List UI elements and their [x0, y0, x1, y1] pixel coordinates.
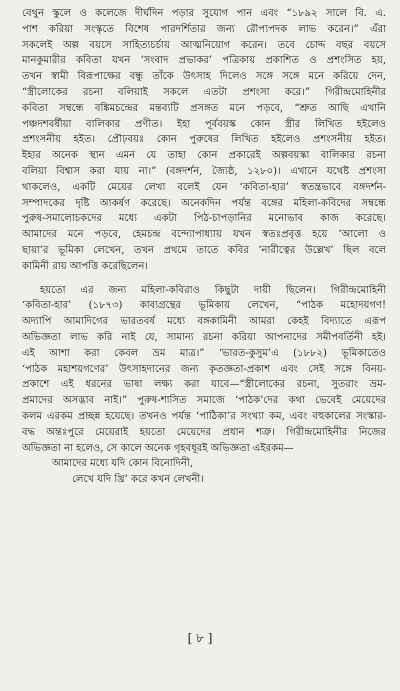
text-line: পাশ করিয়া সংস্কৃতে বিশেষ পারদর্শিতার জন্য রৌপ্যপদক লাভ করেন।” এঁরা: [22, 23, 386, 35]
text-line: ছায়া’র ভূমিকা লেখেন, তখন প্রথমে তাতে কবির ‘নারীত্বের উল্লেখ’ ছিল বলে: [22, 244, 386, 256]
verse-quote: [22, 456, 386, 488]
text-line: থাকলেও, একটি মেয়ের লেখা বলেই যেন ‘কবিতা-হার’ স্বতন্ত্রভাবে বঙ্গদর্শন-: [22, 181, 386, 193]
text-line: ইহার অনেক স্থান এমন যে তাহা কোন প্রকারেই অল্পবয়স্কা বালিকার রচনা: [22, 150, 386, 162]
text-line: পঞ্চদশবর্ষীয়া বালিকার প্রণীত। ইহা পূর্ববয়স্ক কোন স্ত্রীর লিখিত হইলেও: [22, 118, 386, 130]
text-line: কামিনী রায় আপত্তি করেছিলেন।: [22, 260, 148, 272]
text-line: বেথুন স্কুলে ও কলেজে দীর্ঘদিন পড়ার সুযোগ পান এবং “১৮৯২ সালে বি. এ.: [22, 8, 386, 19]
text-line: কলম এরকম প্রচ্ছন্ন হয়েছে। তখনও পর্যন্ত ‘পাঠিকা’র সংখ্যা কম, এবং বহুকালের সংস্কার-: [22, 410, 386, 422]
paragraph-2: [22, 283, 386, 457]
text-line: তখন স্বামী বিরূপাক্ষের বন্ধু তাঁকে উৎসাহ দিলেও সঙ্গে সঙ্গে মনে করিয়ে দেন,: [22, 71, 386, 83]
text-line: এই আশা করা কেবল ভ্রম মাত্র।” ‘ভারত-কুসুম’এ (১৮৮২) ভূমিকাতেও: [22, 347, 386, 359]
text-line: বলিয়া বিশ্বাস করা যায় না।” (বঙ্গদর্শন, জ্যৈষ্ঠ, ১২৮০)। এখানে যথেষ্ট প্রশংসা: [22, 165, 386, 177]
text-line: প্রমাদের অসদ্ভাব নাই।” পুরুষ-শাসিত সমাজে ‘পাঠক’দের কথা ভেবেই মেয়েদের: [22, 395, 386, 407]
text-line: প্রশংসনীয় হইত। প্রৌঢ়বয়ঃ কোন পুরুষের লিখিত হইলেও প্রশংসনীয় হইত।: [22, 134, 386, 146]
text-line: বদ্ধ অন্তঃপুরে মেয়েরাই হয়তো মেয়েদের প্রধান শত্রু। গিরীন্দ্রমোহিনীর নিজের: [22, 426, 386, 438]
text-line: মানকুমারীর কবিতা যখন ‘সংবাদ প্রভাকর’ পত্রিকায় প্রকাশিত ও প্রশংসিত হয়,: [22, 55, 386, 67]
text-line: কবিতা সম্বন্ধে বঙ্কিমচন্দ্রের মন্তব্যটি প্রসঙ্গত মনে পড়বে, “শ্রুত আছি এখানি: [22, 102, 386, 114]
body-text: [22, 6, 386, 488]
verse-line: লেখে যদি খ্রি’ করে কখন লেখনী।: [72, 474, 204, 486]
text-line: অভিজ্ঞতা না হলেও, সে কালে অনেক গৃহবধূরই অভিজ্ঞতা এইরকম—: [22, 442, 294, 454]
text-line: সকলেই অল্প বয়সে সাহিত্যচর্চায় আত্মনিয়োগ করেন। তবে চোদ্দ বছর বয়সে: [22, 39, 386, 51]
text-line: সম্পাদকের দৃষ্টি আকর্ষণ করেছে। অনেকদিন পর্যন্ত বঙ্গের মহিলা-কবিদের সম্বন্ধে: [22, 197, 386, 209]
text-line: হয়তো এর জন্য মহিলা-কবিরাও কিছুটা দায়ী ছিলেন। গিরীন্দ্রমোহিনী: [40, 284, 386, 296]
verse-line: আমাদের মধ্যে যদি কোন বিনোদিনী,: [52, 458, 193, 470]
text-line: প্রকাশে এই ধরনের ভাষা লক্ষ্য করা যাবে—“স্ত্রীলোকের রচনা, সুতরাং ভ্রম-: [22, 379, 386, 391]
text-line: “স্ত্রীলোকের রচনা বলিয়াই সকলে এতটা প্রশংসা করে।” গিরীন্দ্রমোহিনীর: [22, 86, 386, 98]
text-line: অভিজ্ঞতা লাভ করি নাই যে, সামান্য রচনা করিয়া আপনাদের সমীপবর্তিনী হই।: [22, 331, 386, 343]
page-number: [ ৮ ]: [187, 631, 213, 645]
text-line: ‘পাঠক মহাশয়গণের’ উৎসাহদানের জন্য কৃতজ্ঞতা-প্রকাশ এবং সেই সঙ্গে বিনয়-: [22, 363, 386, 375]
paragraph-1: [22, 6, 386, 275]
text-line: ‘কবিতা-হার’ (১৮৭৩) কাব্যগ্রন্থের ভূমিকায় লেখেন, “পাঠক মহোদয়গণ!: [22, 300, 386, 312]
text-line: আমাদের মনে পড়বে, হেমচন্দ্র বন্দ্যোপাধ্যায় যখন স্বতঃপ্রবৃত্ত হয়ে ‘আলো ও: [22, 229, 386, 241]
text-line: পুরুষ-সমালোচকদের মধ্যে একটা পিঠ-চাপড়ানির মনোভাব কাজ করেছে।: [22, 213, 386, 225]
text-line: অদ্যাপি আমাদিগের ভারতবর্ষ মধ্যে বঙ্গকামিনী আমরা কেহই বিদ্যাতে এরূপ: [22, 316, 386, 328]
